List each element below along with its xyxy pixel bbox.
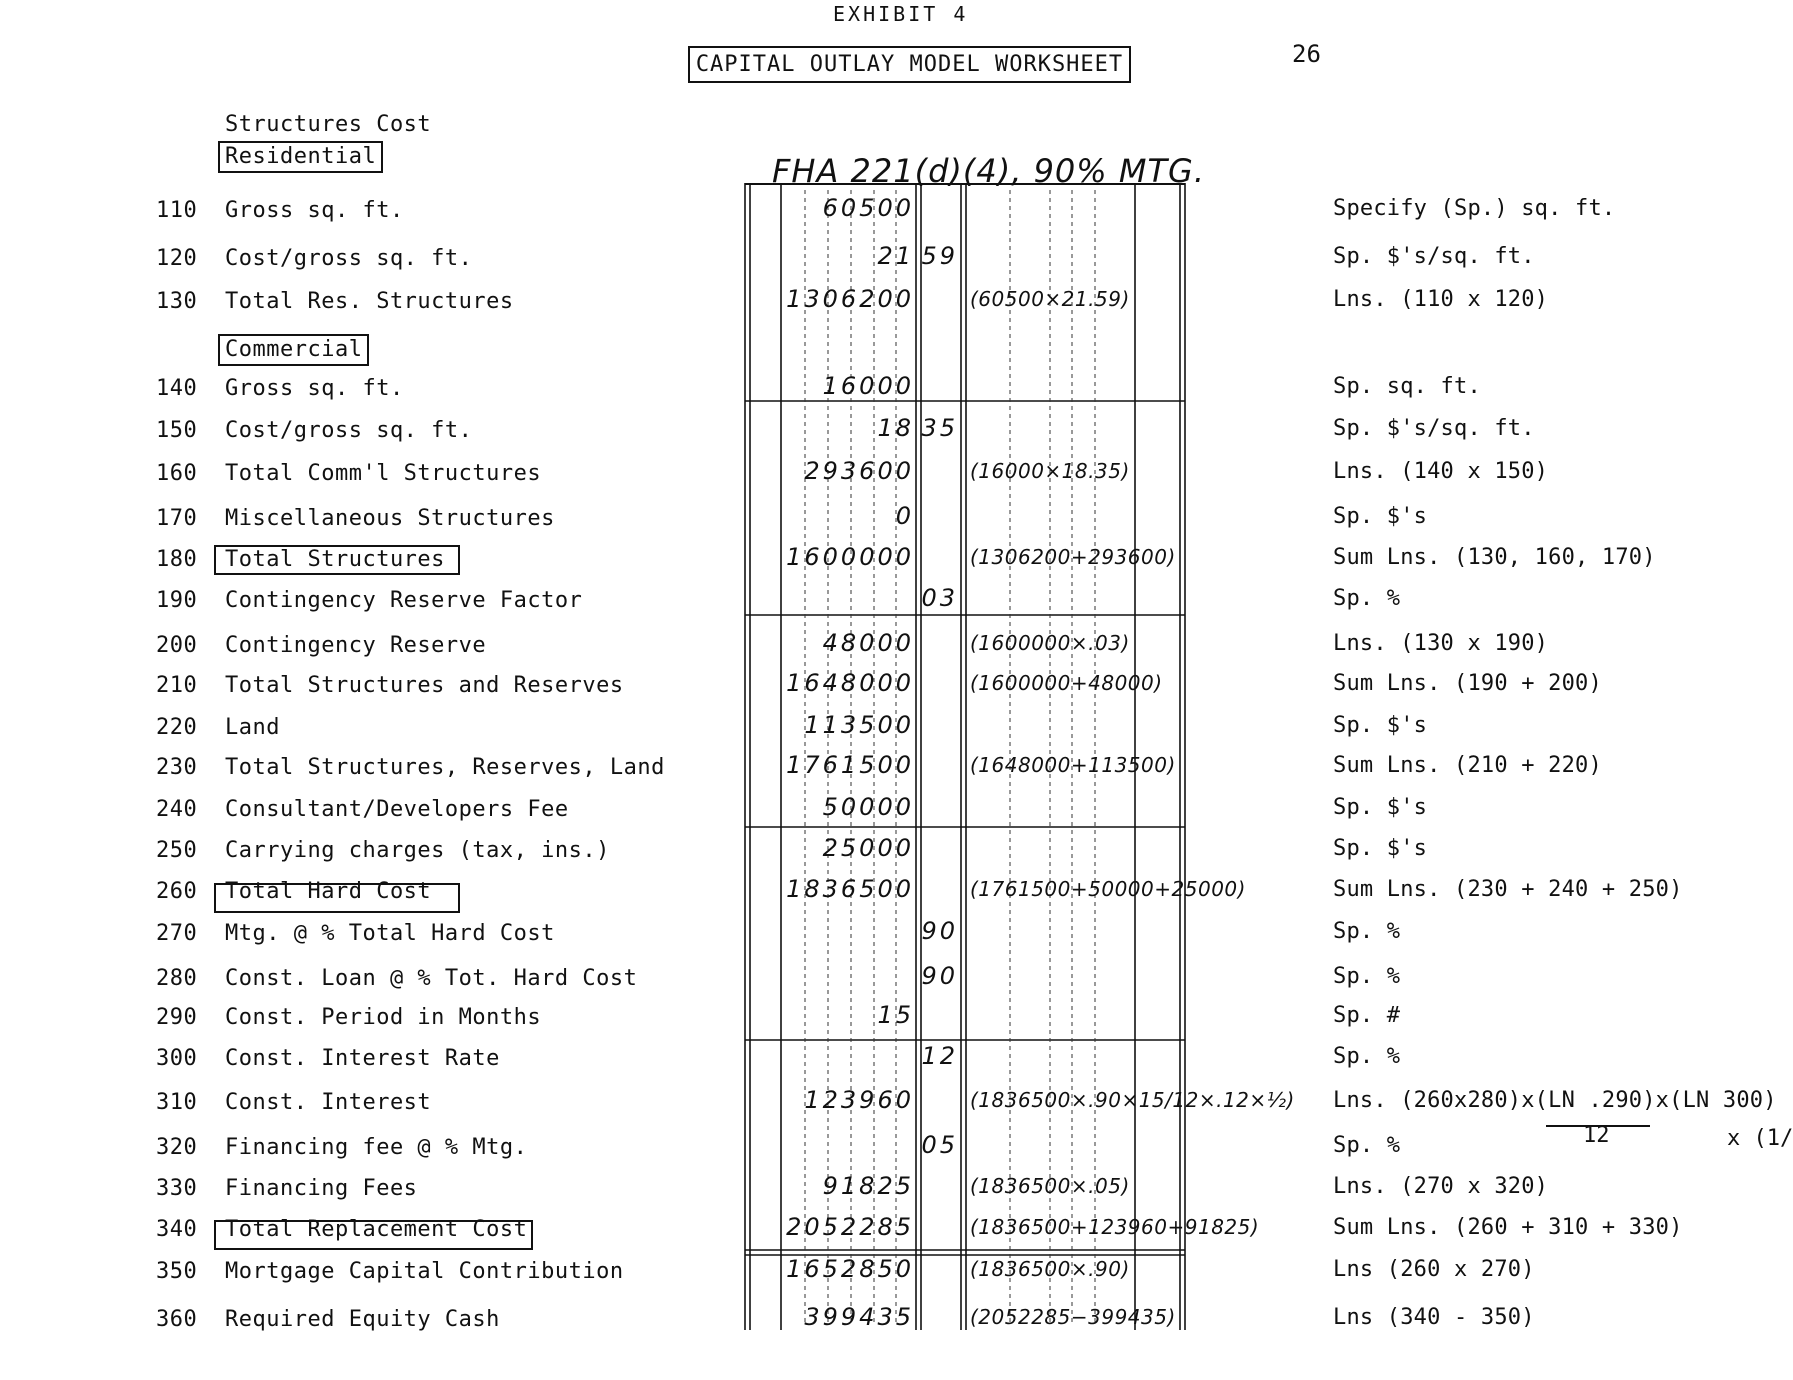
exhibit-label: EXHIBIT 4 [833,2,969,26]
entry-cents: 90 [921,962,958,990]
line-formula: Sp. $'s [1333,713,1428,738]
line-number: 230 [156,755,198,780]
line-number: 330 [156,1176,198,1201]
line-number: 170 [156,506,198,531]
calculation-note: (1306200+293600) [970,545,1176,569]
entry-amount: 2052285 [786,1213,914,1241]
line-formula: Lns. (130 x 190) [1333,631,1549,656]
line-number: 130 [156,289,198,314]
line-label: Contingency Reserve Factor [225,588,583,613]
entry-amount: 25000 [822,834,914,862]
line-label: Const. Interest Rate [225,1046,500,1071]
line-number: 190 [156,588,198,613]
entry-amount: 1652850 [786,1255,914,1283]
line-label: Total Hard Cost [225,879,432,904]
line-label: Contingency Reserve [225,633,487,658]
line-formula: Sp. % [1333,1133,1401,1158]
calculation-note: (1836500×.90) [970,1257,1130,1281]
line-number: 180 [156,547,198,572]
line-label: Miscellaneous Structures [225,506,555,531]
line-formula: Sp. $'s [1333,504,1428,529]
entry-cents: 90 [921,917,958,945]
line-formula: Sp. % [1333,919,1401,944]
calculation-note: (16000×18.35) [970,459,1130,483]
line-number: 250 [156,838,198,863]
line-number: 290 [156,1005,198,1030]
line-formula: Sum Lns. (230 + 240 + 250) [1333,877,1683,902]
line-formula: Sp. % [1333,586,1401,611]
line-label: Total Comm'l Structures [225,461,542,486]
line-label: Mtg. @ % Total Hard Cost [225,921,555,946]
line-formula: Sum Lns. (260 + 310 + 330) [1333,1215,1683,1240]
line-formula: Sp. $'s/sq. ft. [1333,416,1535,441]
line-label: Cost/gross sq. ft. [225,246,473,271]
entry-amount: 15 [877,1001,914,1029]
line-formula: Sp. % [1333,1044,1401,1069]
calculation-note: (1600000×.03) [970,631,1130,655]
line-number: 270 [156,921,198,946]
line-label: Total Structures [225,547,445,572]
line-formula: Sum Lns. (190 + 200) [1333,671,1602,696]
line-label: Required Equity Cash [225,1307,500,1332]
entry-cents: 03 [921,584,958,612]
line-label: Cost/gross sq. ft. [225,418,473,443]
line-formula: Sum Lns. (130, 160, 170) [1333,545,1656,570]
section-commercial: Commercial [218,334,369,366]
calculation-note: (1648000+113500) [970,753,1176,777]
entry-cents: 59 [921,242,958,270]
line-formula: Sp. $'s [1333,836,1428,861]
line-label: Mortgage Capital Contribution [225,1259,624,1284]
line-label: Const. Period in Months [225,1005,542,1030]
line-label: Consultant/Developers Fee [225,797,569,822]
line-number: 310 [156,1090,198,1115]
line-label: Total Res. Structures [225,289,514,314]
line-label: Financing fee @ % Mtg. [225,1135,528,1160]
line-label: Financing Fees [225,1176,418,1201]
entry-amount: 48000 [822,629,914,657]
line-number: 300 [156,1046,198,1071]
calculation-note: (1600000+48000) [970,671,1163,695]
calculation-note: (2052285−399435) [970,1305,1176,1329]
entry-amount: 91825 [822,1172,914,1200]
worksheet-title: CAPITAL OUTLAY MODEL WORKSHEET [688,46,1131,83]
line-number: 200 [156,633,198,658]
line-number: 350 [156,1259,198,1284]
entry-amount: 1600000 [786,543,914,571]
line-label: Gross sq. ft. [225,198,404,223]
calculation-note: (1761500+50000+25000) [970,877,1246,901]
section-structures-cost: Structures Cost [225,112,432,137]
line-label: Land [225,715,280,740]
line-number: 150 [156,418,198,443]
line-formula: Sp. % [1333,964,1401,989]
calculation-note: (1836500×.90×15/12×.12×½) [970,1088,1295,1112]
line-number: 210 [156,673,198,698]
entry-amount: 0 [895,502,914,530]
line-number: 220 [156,715,198,740]
line-formula: Sp. $'s/sq. ft. [1333,244,1535,269]
line-formula: Sp. $'s [1333,795,1428,820]
entry-amount: 50000 [822,793,914,821]
line-number: 320 [156,1135,198,1160]
calculation-note: (60500×21.59) [970,287,1130,311]
line-number: 360 [156,1307,198,1332]
line-label: Carrying charges (tax, ins.) [225,838,610,863]
line-label: Const. Loan @ % Tot. Hard Cost [225,966,638,991]
entry-cents: 05 [921,1131,958,1159]
entry-amount: 1648000 [786,669,914,697]
entry-amount: 1306200 [786,285,914,313]
calculation-note: (1836500+123960+91825) [970,1215,1260,1239]
entry-amount: 1836500 [786,875,914,903]
line-number: 240 [156,797,198,822]
line-number: 160 [156,461,198,486]
line-number: 140 [156,376,198,401]
page-number: 26 [1292,40,1321,68]
line-number: 340 [156,1217,198,1242]
line-number: 110 [156,198,198,223]
line-formula: Lns. (270 x 320) [1333,1174,1549,1199]
entry-amount: 293600 [804,457,914,485]
line-label: Total Structures and Reserves [225,673,624,698]
line-label: Total Structures, Reserves, Land [225,755,665,780]
entry-cents: 35 [921,414,958,442]
entry-amount: 123960 [804,1086,914,1114]
entry-amount: 399435 [804,1303,914,1331]
formula-denominator: 12 [1583,1123,1610,1148]
line-label: Const. Interest [225,1090,432,1115]
line-formula: Specify (Sp.) sq. ft. [1333,196,1616,221]
line-number: 280 [156,966,198,991]
line-formula: Sp. sq. ft. [1333,374,1481,399]
entry-amount: 60500 [822,194,914,222]
entry-amount: 16000 [822,372,914,400]
line-formula: Lns (340 - 350) [1333,1305,1535,1330]
entry-amount: 113500 [804,711,914,739]
line-formula: Lns. (260x280)x(LN .290)x(LN 300) [1333,1088,1777,1113]
handwritten-heading: FHA 221(d)(4), 90% MTG. [772,152,1205,190]
section-residential: Residential [218,141,383,173]
line-number: 260 [156,879,198,904]
line-formula: Lns. (110 x 120) [1333,287,1549,312]
line-formula: Lns. (140 x 150) [1333,459,1549,484]
line-label: Total Replacement Cost [225,1217,528,1242]
entry-amount: 18 [877,414,914,442]
line-formula: Sum Lns. (210 + 220) [1333,753,1602,778]
entry-cents: 12 [921,1042,958,1070]
line-formula: Sp. # [1333,1003,1401,1028]
line-number: 120 [156,246,198,271]
line-label: Gross sq. ft. [225,376,404,401]
line-formula: Lns (260 x 270) [1333,1257,1535,1282]
formula-continuation: x (1/ [1727,1126,1793,1151]
entry-amount: 21 [877,242,914,270]
entry-amount: 1761500 [786,751,914,779]
calculation-note: (1836500×.05) [970,1174,1130,1198]
